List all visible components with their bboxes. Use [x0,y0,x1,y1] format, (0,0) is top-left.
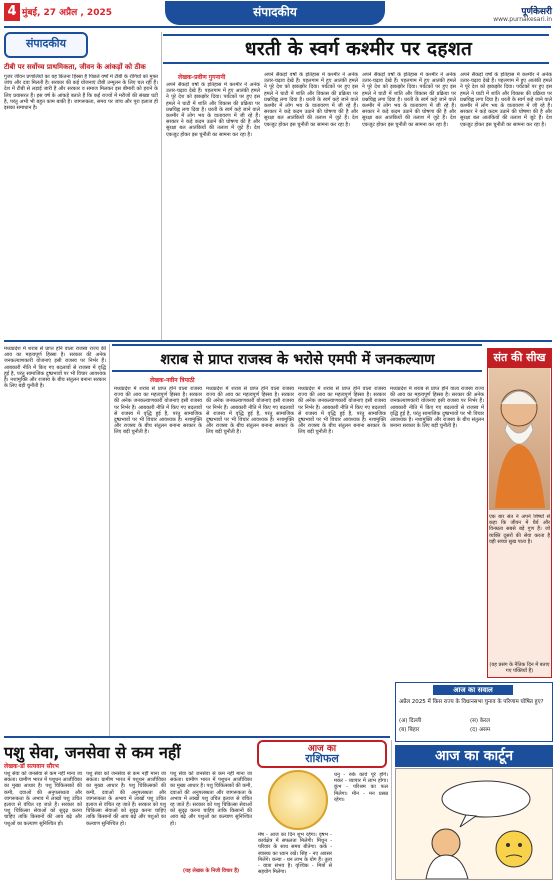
column-divider [391,740,392,880]
article-body-kashmir: अपने सैकड़ों वर्षों के इतिहास में कश्मीर ने अनेक उतार-चढ़ाव देखे हैं। पहलगाम में हुए आतंकी हमले ने पूरे देश को झकझोर दिया। पर्यटकों पर हुए इस हमले ने घाटी में शांति और विकास की प्रक्रिया पर प्रश्नचिह्न लगा दिया है। धरती के स्वर्ग कहे जाने वाले कश्मीर में लोग भय के वातावरण में जी रहे हैं। सरकार ने कड़े कदम उठाने की घोषणा की है और सुरक्षा बल आतंकियों की तलाश में जुटे हैं। देश एकजुट होकर इस चुनौती का सामना कर रहा है। [264,72,358,128]
article-body-mp: मध्यप्रदेश में शराब से प्राप्त होने वाला राजस्व राज्य की आय का महत्वपूर्ण हिस्सा है। सरकार की अनेक जनकल्याणकारी योजनाएं इसी राजस्व पर निर्भर हैं। आबकारी नीति में किए गए बदलावों से राजस्व में वृद्धि हुई है, परंतु सामाजिक दुष्प्रभावों पर भी विचार आवश्यक है। नशामुक्ति और राजस्व के बीच संतुलन बनाना सरकार के लिए बड़ी चुनौती है। [206,386,294,436]
article-headline-mp: शराब से प्राप्त राजस्व के भरोसे एमपी में जनकल्याण [160,352,435,368]
column-divider [109,344,110,736]
question-option: (ब) बिहार [399,727,420,733]
article-body-mp: मध्यप्रदेश में शराब से प्राप्त होने वाला राजस्व राज्य की आय का महत्वपूर्ण हिस्सा है। सरकार की अनेक जनकल्याणकारी योजनाएं इसी राजस्व पर निर्भर हैं। आबकारी नीति में किए गए बदलावों से राजस्व में वृद्धि हुई है, परंतु सामाजिक दुष्प्रभावों पर भी विचार आवश्यक है। नशामुक्ति और राजस्व के बीच संतुलन बनाना सरकार के लिए बड़ी चुनौती है। [298,386,386,436]
column-divider [161,32,162,340]
question-option: (द) असम [470,727,491,733]
section-rule [4,340,552,342]
article-body-mp: मध्यप्रदेश में शराब से प्राप्त होने वाला राजस्व राज्य की आय का महत्वपूर्ण हिस्सा है। सरकार की अनेक जनकल्याणकारी योजनाएं इसी राजस्व पर निर्भर हैं। आबकारी नीति में किए गए बदलावों से राजस्व में वृद्धि हुई है, परंतु सामाजिक दुष्प्रभावों पर भी विचार आवश्यक है। नशामुक्ति और राजस्व के बीच संतुलन बनाना सरकार के लिए बड़ी चुनौती है। [390,386,484,430]
article-byline-kashmir: लेखक-प्रवीण गुगनानी [178,74,226,81]
zodiac-wheel-icon [268,770,328,830]
article-byline-pashu-seva: लेखक-डॉ सत्यवान सौरभ [4,763,59,770]
header-rule [4,26,551,28]
cartoon-heading: आज का कार्टून [395,745,553,767]
horoscope-body: मेष - आज का दिन शुभ रहेगा। वृषभ - कार्यक्षेत्र में सफलता मिलेगी। मिथुन - परिवार के साथ समय बीतेगा। कर्क - स्वास्थ्य का ध्यान रखें। सिंह - नए अवसर मिलेंगे। कन्या - धन लाभ के योग हैं। तुला - यात्रा संभव है। वृश्चिक - मित्रों से सहयोग मिलेगा। [258,832,332,876]
article-body-pashu-seva: पशु सेवा को जनसेवा से कम नहीं माना जा सकता। ग्रामीण भारत में पशुधन आजीविका का मुख्य आधार है। पशु चिकित्सकों की कमी, दवाओं की अनुपलब्धता और जागरूकता के अभाव में लाखों पशु उचित इलाज से वंचित रह जाते हैं। सरकार को पशु चिकित्सा सेवाओं को सुदृढ़ करना चाहिए ताकि किसानों की आय बढ़े और पशुओं का कल्याण सुनिश्चित हो। [4,771,82,827]
article-body-kashmir: अपने सैकड़ों वर्षों के इतिहास में कश्मीर ने अनेक उतार-चढ़ाव देखे हैं। पहलगाम में हुए आतंकी हमले ने पूरे देश को झकझोर दिया। पर्यटकों पर हुए इस हमले ने घाटी में शांति और विकास की प्रक्रिया पर प्रश्नचिह्न लगा दिया है। धरती के स्वर्ग कहे जाने वाले कश्मीर में लोग भय के वातावरण में जी रहे हैं। सरकार ने कड़े कदम उठाने की घोषणा की है और सुरक्षा बल आतंकियों की तलाश में जुटे हैं। देश एकजुट होकर इस चुनौती का सामना कर रहा है। [460,72,552,128]
article-headline-kashmir: धरती के स्वर्ग कश्मीर पर दहशत [244,38,473,60]
editorial-subheadline: टीबी पर सर्वोच्च प्राथमिकता, जीवन के आंकड़ों को ठीक [4,63,146,71]
question-heading: आज का सवाल [433,685,513,695]
question-text: अप्रैल 2025 में किस राज्य के विधानसभा चुनाव के परिणाम घोषित हुए? [399,699,544,705]
dateline: मुंबई, 27 अप्रैल , 2025 [22,8,112,18]
article-body-mp: मध्यप्रदेश में शराब से प्राप्त होने वाला राजस्व राज्य की आय का महत्वपूर्ण हिस्सा है। सरकार की अनेक जनकल्याणकारी योजनाएं इसी राजस्व पर निर्भर हैं। आबकारी नीति में किए गए बदलावों से राजस्व में वृद्धि हुई है, परंतु सामाजिक दुष्प्रभावों पर भी विचार आवश्यक है। नशामुक्ति और राजस्व के बीच संतुलन बनाना सरकार के लिए बड़ी चुनौती है। [4,346,106,390]
article-body-kashmir: अपने सैकड़ों वर्षों के इतिहास में कश्मीर ने अनेक उतार-चढ़ाव देखे हैं। पहलगाम में हुए आतंकी हमले ने पूरे देश को झकझोर दिया। पर्यटकों पर हुए इस हमले ने घाटी में शांति और विकास की प्रक्रिया पर प्रश्नचिह्न लगा दिया है। धरती के स्वर्ग कहे जाने वाले कश्मीर में लोग भय के वातावरण में जी रहे हैं। सरकार ने कड़े कदम उठाने की घोषणा की है और सुरक्षा बल आतंकियों की तलाश में जुटे हैं। देश एकजुट होकर इस चुनौती का सामना कर रहा है। [166,82,260,138]
saint-illustration [489,368,550,510]
article-body-mp: मध्यप्रदेश में शराब से प्राप्त होने वाला राजस्व राज्य की आय का महत्वपूर्ण हिस्सा है। सरकार की अनेक जनकल्याणकारी योजनाएं इसी राजस्व पर निर्भर हैं। आबकारी नीति में किए गए बदलावों से राजस्व में वृद्धि हुई है, परंतु सामाजिक दुष्प्रभावों पर भी विचार आवश्यक है। नशामुक्ति और राजस्व के बीच संतुलन बनाना सरकार के लिए बड़ी चुनौती है। [114,386,202,436]
article-body-pashu-seva: पशु सेवा को जनसेवा से कम नहीं माना जा सकता। ग्रामीण भारत में पशुधन आजीविका का मुख्य आधार है। पशु चिकित्सकों की कमी, दवाओं की अनुपलब्धता और जागरूकता के अभाव में लाखों पशु उचित इलाज से वंचित रह जाते हैं। सरकार को पशु चिकित्सा सेवाओं को सुदृढ़ करना चाहिए ताकि किसानों की आय बढ़े और पशुओं का कल्याण सुनिश्चित हो। [86,771,166,827]
saint-caption: (यह प्रसंग के नैतिक दिन में बताए गए पंक्तियाँ हैं) [489,662,550,674]
saint-teaching-body: एक बार संत ने अपने शिष्यों से कहा कि जीवन में धैर्य और विनम्रता सबसे बड़े गुण हैं। जो व्यक्ति दूसरों की सेवा करता है वही सच्चा सुख पाता है। [489,514,550,545]
question-option: (स) केरल [470,718,490,724]
article-byline-mp: लेखक-नवीन त्रिपाठी [150,377,195,384]
author-disclaimer: (यह लेखक के निजी विचार हैं) [182,868,240,874]
cartoon-illustration [395,768,553,880]
horoscope-heading-line1: आज का [307,744,337,754]
page-number: 4 [4,3,20,21]
brand-name: पूर्णकेसरी [521,7,552,17]
saint-teaching-heading: संत की सीख [487,348,552,368]
section-rule [4,736,390,738]
section-title: संपादकीय [253,5,297,19]
horoscope-body: धनु - रुके कार्य पूरे होंगे। मकर - व्यापार में लाभ होगा। कुंभ - परिश्रम का फल मिलेगा। मीन - मन प्रसन्न रहेगा। [334,772,388,803]
editorial-body: गुजर जीवन प्रणालियों का यह कितना हिस्सा है पिछले वर्षों में टीबी के रोगियों को मुफ्त जांच और दवा मिलती है। सरकार की कई योजनाएं टीबी उन्मूलन के लिए चल रही हैं। देश में टीबी से लड़ाई जारी है और सरकार व समाज मिलकर इस बीमारी को हराने के लिए प्रयासरत हैं। इस वर्ष के आंकड़े बताते हैं कि कई राज्यों में मरीजों की संख्या घटी है, परंतु अभी भी बहुत काम बाकी है। जागरूकता, समय पर जांच और पूरा इलाज ही इसका समाधान है। [4,74,158,112]
website-url[interactable]: www.purnakesari.in [493,16,552,23]
horoscope-heading-line2: राशिफल [305,752,339,765]
question-option: (अ) दिल्ली [399,718,422,724]
article-body-kashmir: अपने सैकड़ों वर्षों के इतिहास में कश्मीर ने अनेक उतार-चढ़ाव देखे हैं। पहलगाम में हुए आतंकी हमले ने पूरे देश को झकझोर दिया। पर्यटकों पर हुए इस हमले ने घाटी में शांति और विकास की प्रक्रिया पर प्रश्नचिह्न लगा दिया है। धरती के स्वर्ग कहे जाने वाले कश्मीर में लोग भय के वातावरण में जी रहे हैं। सरकार ने कड़े कदम उठाने की घोषणा की है और सुरक्षा बल आतंकियों की तलाश में जुटे हैं। देश एकजुट होकर इस चुनौती का सामना कर रहा है। [362,72,456,128]
article-headline-pashu-seva: पशु सेवा, जनसेवा से कम नहीं [4,743,181,762]
editorial-label: संपादकीय [25,37,67,50]
article-body-pashu-seva: पशु सेवा को जनसेवा से कम नहीं माना जा सकता। ग्रामीण भारत में पशुधन आजीविका का मुख्य आधार है। पशु चिकित्सकों की कमी, दवाओं की अनुपलब्धता और जागरूकता के अभाव में लाखों पशु उचित इलाज से वंचित रह जाते हैं। सरकार को पशु चिकित्सा सेवाओं को सुदृढ़ करना चाहिए ताकि किसानों की आय बढ़े और पशुओं का कल्याण सुनिश्चित हो। [170,771,252,827]
